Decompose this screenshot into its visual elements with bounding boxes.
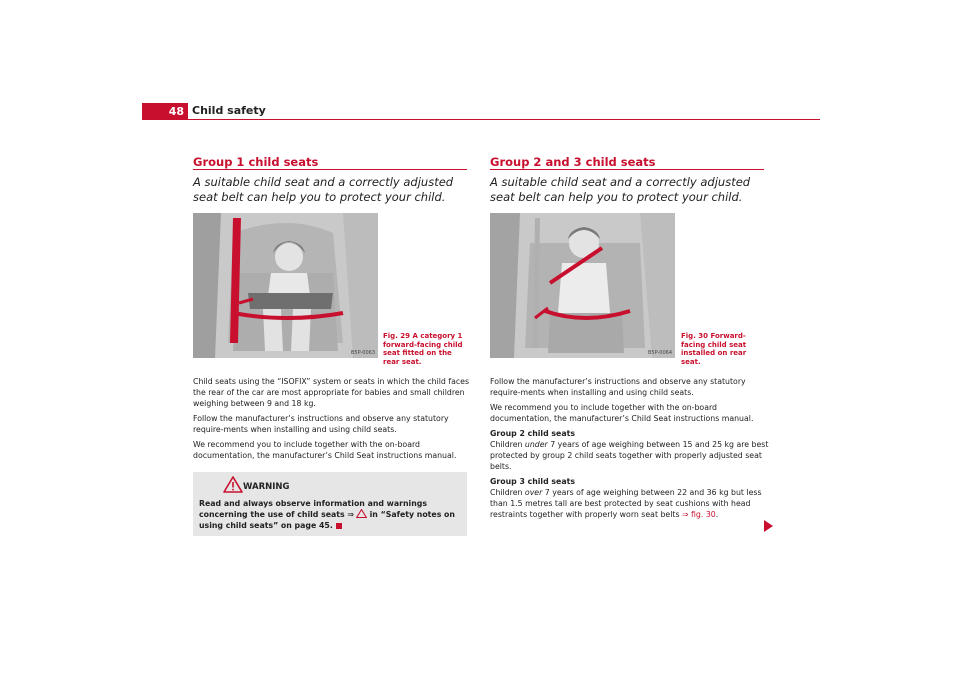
group3-text-rest: 7 years of age weighing between 22 and 36 kg but less than 1.5 metres tall are best protected by seat cushions with head restraints together with properly worn seat belts: [490, 488, 762, 519]
continue-arrow-icon: [764, 520, 773, 532]
figure-30-reference-link[interactable]: ⇒ fig. 30: [682, 510, 716, 519]
right-paragraph: Follow the manufacturer’s instructions and observe any statutory require-ments when installing and using child seats.: [490, 377, 746, 397]
group2-heading: Group 2 child seats: [490, 429, 575, 438]
warning-label: WARNING: [243, 482, 290, 492]
warning-text: [199, 498, 461, 531]
header-title: Child safety: [192, 104, 266, 117]
figure-29-illustration: [193, 213, 378, 358]
page-number: 48: [142, 103, 188, 120]
left-paragraph: Follow the manufacturer’s instructions and observe any statutory require-ments when installing and using child seats.: [193, 414, 449, 434]
group3-text-end: .: [715, 510, 719, 519]
group2-text: Children: [490, 440, 525, 449]
left-section-title: Group 1 child seats: [193, 155, 319, 169]
group3-heading: Group 3 child seats: [490, 477, 575, 486]
header-rule: [142, 119, 820, 120]
right-subtitle: A suitable child seat and a correctly adjusted seat belt can help you to protect your child.: [490, 175, 751, 204]
right-paragraph: We recommend you to include together with the on-board documentation, the manufacturer’s Child Seat instructions manual.: [490, 403, 754, 423]
figure-29-caption: Fig. 29 A category 1 forward-facing child seat fitted on the rear seat.: [383, 332, 463, 366]
warning-text-end: in “Safety notes on using child seats” on page 45.: [199, 510, 455, 530]
figure-30-illustration: [490, 213, 675, 358]
left-body: [193, 376, 469, 465]
group3-emphasis: over: [524, 488, 543, 497]
left-paragraph: Child seats using the “ISOFIX” system or seats in which the child faces the rear of the car are most appropriate for babies and small children weighing between 9 and 18 kg.: [193, 377, 470, 408]
figure-30-caption: Fig. 30 Forward-facing child seat installed on rear seat.: [681, 332, 747, 366]
group3-text: Children: [490, 488, 525, 497]
right-section-title: Group 2 and 3 child seats: [490, 155, 656, 169]
group3-paragraph: [490, 487, 770, 520]
warning-text-start: Read and always observe information and warnings concerning the use of child seats ⇒: [199, 499, 427, 519]
warning-triangle-icon: [223, 476, 243, 493]
left-paragraph: We recommend you to include together with the on-board documentation, the manufacturer’s Child Seat instructions manual.: [193, 440, 457, 460]
figure-29: [193, 213, 378, 358]
warning-inline-icon: [356, 509, 367, 518]
group2-emphasis: under: [524, 440, 548, 449]
right-body: [490, 376, 770, 524]
left-subtitle: A suitable child seat and a correctly adjusted seat belt can help you to protect your child.: [193, 175, 454, 204]
group2-text-rest: 7 years of age weighing between 15 and 25 kg are best protected by group 2 child seats together with properly adjusted seat belts.: [490, 440, 769, 471]
figure-30: [490, 213, 675, 358]
warning-box: [193, 472, 467, 536]
right-section-rule: [490, 169, 764, 170]
left-section-rule: [193, 169, 467, 170]
figure-29-code: B5P-0063: [350, 350, 375, 356]
end-of-section-icon: [336, 523, 342, 529]
group2-paragraph: [490, 439, 770, 472]
figure-30-code: B5P-0064: [647, 350, 672, 356]
